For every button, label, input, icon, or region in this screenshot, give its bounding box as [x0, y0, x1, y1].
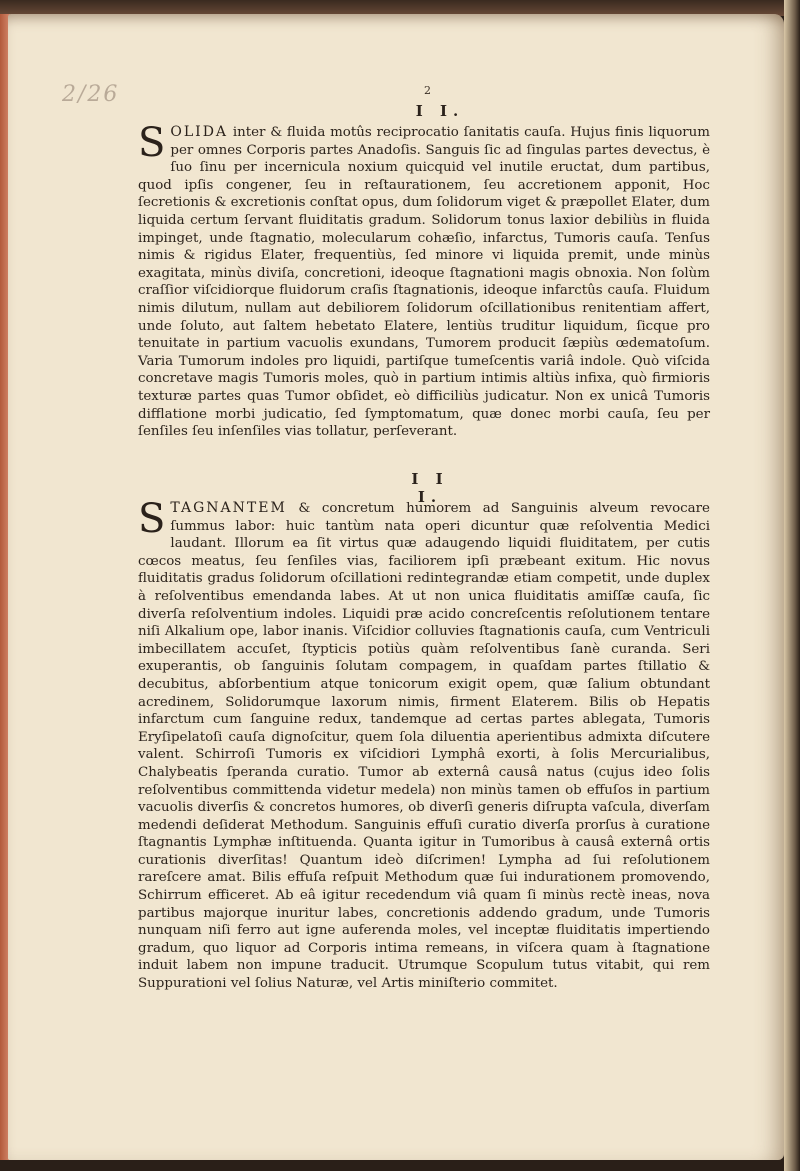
lead-word: OLIDA: [170, 124, 229, 140]
section-paragraph-3: [138, 496, 710, 993]
folio-mark: 2: [424, 84, 431, 97]
paragraph-text: & concretum humorem ad Sanguinis alveum revocare ſummus labor: huic tantùm nata operi dicuntur quæ reſolventia Medici laudant. Illorum ea ſit virtus quæ adaugendo liquidi fluiditatem, per cutis cœcos meatus, ſeu ſenſiles vias, faciliorem ipſi præbeant exitum. Hic novus fluiditatis gradus ſolidorum oſcillationi redintegrandæ etiam competit, unde duplex à reſolventibus emendanda labes. At ut non unica fluiditatis amiſſæ cauſa, ſic diverſa reſolventium indoles. Liquidi præ acido concreſcentis reſolutionem tentare niſi Alkalium ope, labor inanis. Viſcidior colluvies ſtagnationis cauſa, cum Ventriculi imbecillatem accuſet, ſtypticis potiùs quàm reſolventibus ſanè curanda. Seri exuperantis, ob ſanguinis ſolutam compagem, in quaſdam partes ſtillatio & decubitus, abſorbentium atque tonicorum exigit opem, quæ ſalium obtundant acredinem, Solidorumque laxorum nimis, firment Elaterem. Bilis ob Hepatis infarctum cum ſanguine redux, tandemque ad certas partes ablegata, Tumoris Eryſipelatoſi cauſa dignoſcitur, quem ſola diluentia aperientibus admixta diſcutere valent. Schirroſi Tumoris ex viſcidiori Lymphâ exorti, à ſolis Mercurialibus, Chalybeatis ſperanda curatio. Tumor ab externâ causâ natus (cujus ideo ſolis reſolventibus committenda videtur medela) non minùs tamen ob effuſos in partium vacuolis diverſis & concretos humores, ob diverſi generis diſrupta vaſcula, diverſam medendi deſiderat Methodum. Sanguinis effuſi curatio diverſa prorſus à curatione ſtagnantis Lymphæ inſtituenda. Quanta igitur in Tumoribus à causâ externâ ortis curationis diverſitas! Quantum ideò diſcrimen! Lympha ad ſui reſolutionem rareſcere amat. Bilis effuſa reſpuit Methodum quæ ſui indurationem promovendo, Schirrum efficeret. Ab eâ igitur recedendum viâ quam ſi minùs rectè ineas, nova partibus majorque inuritur labes, concretionis addendo gradum, unde Tumoris nunquam niſi ferro aut igne auferenda moles, vel inceptæ fluiditatis impertiendo gradum, quo liquor ad Corporis intima remeans, in viſcera quam à ſtagnatione induit labem non impune traducit. Utrumque Scopulum tutus vitabit, qui rem Suppurationi vel ſolius Naturæ, vel Artis miniſterio commitet.: [138, 501, 710, 992]
dropcap: S: [138, 120, 166, 166]
dropcap: S: [138, 496, 166, 542]
section-heading-2: I I.: [415, 102, 465, 120]
manuscript-annotation: 2/26: [62, 82, 120, 107]
paragraph-text: inter & fluida motûs reciprocatio ſanitatis cauſa. Hujus finis liquorum per omnes Corporis partes Anadoſis. Sanguis ſic ad ſingulas partes devectus, è ſuo ſinu per incernicula noxium quicquid vel inutile eructat, dum partibus, quod ipſis congener, ſeu in reſtaurationem, ſeu accretionem apponit, Hoc ſecretionis & excretionis conſtat opus, dum ſolidorum viget & præpollet Elater, dum liquida certum ſervant fluiditatis gradum. Solidorum tonus laxior debiliùs in fluida impinget, unde ſtagnatio, molecularum cohæſio, infarctus, Tumoris cauſa. Tenſus nimis & rigidus Elater, frequentiùs, ſed minore vi liquida premit, unde minùs exagitata, minùs diviſa, concretioni, ideoque ſtagnationi magis obnoxia. Non ſolùm craſſior viſcidiorque fluidorum craſis ſtagnationis, ideoque infarctûs cauſa. Fluidum nimis dilutum, nullam aut debiliorem ſolidorum oſcillationibus renitentiam affert, unde ſoluto, aut ſaltem hebetato Elatere, lentiùs truditur liquidum, ſicque pro tenuitate in partium vacuolis exundans, Tumorem producit ſæpiùs œdematoſum. Varia Tumorum indoles pro liquidi, partiſque tumeſcentis variâ indole. Quò viſcida concretave magis Tumoris moles, quò in partium intimis altiùs infixa, quò firmioris texturæ partes quas Tumor obſidet, eò difficiliùs judicatur. Non ex unicâ Tumoris difflatione morbi judicatio, ſed ſymptomatum, quæ donec morbi cauſa, ſeu per ſenſiles ſeu inſenſiles vias tollatur, perſeverant.: [138, 125, 710, 440]
lead-word: TAGNANTEM: [170, 500, 287, 516]
section-heading-3: I I I.: [411, 470, 449, 506]
section-paragraph-2: [138, 120, 710, 441]
page-right-edge: [784, 0, 800, 1171]
